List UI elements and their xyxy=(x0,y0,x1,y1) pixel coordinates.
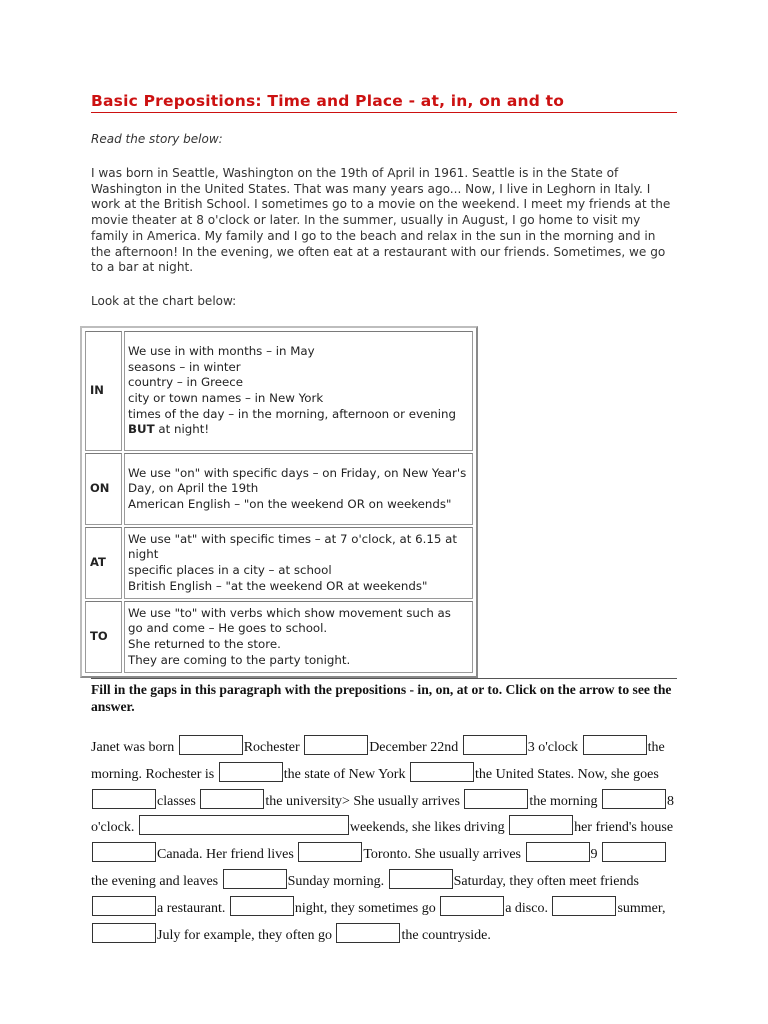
chart-line: specific places in a city – at school xyxy=(128,563,332,577)
exercise-heading: Fill in the gaps in this paragraph with the prepositions - in, on, at or to. Click on the arrow to see the answer. xyxy=(91,678,677,715)
chart-row-to xyxy=(85,601,473,673)
chart-desc-in xyxy=(124,331,473,451)
page-title: Basic Prepositions: Time and Place - at, in, on and to xyxy=(91,92,677,113)
gap-input[interactable] xyxy=(298,842,362,862)
chart-line: country – in Greece xyxy=(128,375,244,390)
chart-line: city or town names – in New York xyxy=(128,391,324,405)
gap-text: the countryside. xyxy=(401,927,491,943)
chart-row-in xyxy=(85,331,473,451)
gap-text: 3 o'clock xyxy=(527,740,582,755)
read-instruction: Read the story below: xyxy=(91,132,223,146)
chart-line: seasons – in winter xyxy=(128,359,241,374)
chart-key-at: AT xyxy=(85,527,122,599)
gap-text: a restaurant. xyxy=(157,900,229,916)
but-emphasis: BUT xyxy=(128,422,155,437)
gap-text: Toronto. She usually arrives xyxy=(363,847,525,863)
chart-intro: Look at the chart below: xyxy=(91,294,237,308)
gap-text: the university> She usually arrives xyxy=(265,793,464,809)
gap-text: Sunday morning. xyxy=(287,873,388,889)
chart-line: times of the day – in the morning, afternoon or evening xyxy=(128,406,456,421)
chart-line: We use "to" with verbs which show movement such as go and come – He goes to school. xyxy=(128,605,451,636)
gap-input[interactable] xyxy=(92,842,156,862)
chart-desc-to xyxy=(124,601,473,673)
gap-text: the United States. Now, she goes xyxy=(474,766,659,782)
gap-text: a disco. xyxy=(505,900,552,916)
gap-input[interactable] xyxy=(139,815,349,835)
gap-text: her friend's house xyxy=(574,820,674,836)
gap-input[interactable] xyxy=(389,869,453,889)
gap-text: summer, xyxy=(617,900,666,916)
gap-input[interactable] xyxy=(602,789,666,809)
gap-text: classes xyxy=(157,793,200,809)
gap-input[interactable] xyxy=(200,789,264,809)
gap-text: night, they sometimes go xyxy=(294,900,440,916)
gap-input[interactable] xyxy=(602,842,666,862)
gap-input[interactable] xyxy=(92,789,156,809)
chart-key-in: IN xyxy=(85,331,122,451)
gap-text: weekends, she likes driving xyxy=(349,820,509,836)
gap-text: July for example, they often go xyxy=(157,927,336,943)
gap-fill-paragraph xyxy=(91,735,681,949)
gap-input[interactable] xyxy=(223,869,287,889)
chart-line: We use "at" with specific times – at 7 o'clock, at 6.15 at night xyxy=(128,531,457,562)
gap-input[interactable] xyxy=(463,735,527,755)
gap-input[interactable] xyxy=(179,735,243,755)
story-paragraph: I was born in Seattle, Washington on the 19th of April in 1961. Seattle is in the State of Washington in the United States. That was many years ago... Now, I live in Leghorn in Italy. I work at the British School. I sometimes go to a movie on the weekend. I meet my friends at the movie theater at 8 o'clock or later. In the summer, usually in August, I go home to visit my family in America. My family and I go to the beach and relax in the sun in the morning and in the afternoon! In the evening, we often eat at a restaurant with our friends. Sometimes, we go to a bar at night. xyxy=(91,166,671,275)
gap-input[interactable] xyxy=(304,735,368,755)
gap-input[interactable] xyxy=(583,735,647,755)
chart-line: We use "on" with specific days – on Friday, on New Year's Day, on April the 19th xyxy=(128,465,467,496)
gap-text: the morning xyxy=(529,793,601,809)
gap-text: December 22nd xyxy=(369,740,462,755)
chart-line: American English – "on the weekend OR on weekends" xyxy=(128,496,452,511)
chart-line: She returned to the store. xyxy=(128,637,281,651)
chart-line-but xyxy=(128,422,469,438)
chart-desc-on xyxy=(124,453,473,525)
prepositions-chart xyxy=(80,326,478,678)
prepositions-table xyxy=(83,329,475,675)
gap-text: the morning. Rochester is xyxy=(91,740,665,782)
chart-line: British English – "at the weekend OR at weekends" xyxy=(128,578,428,593)
gap-text: Janet was born xyxy=(91,740,178,755)
gap-input[interactable] xyxy=(509,815,573,835)
gap-input[interactable] xyxy=(219,762,283,782)
chart-key-to: TO xyxy=(85,601,122,673)
gap-text: the evening and leaves xyxy=(91,873,222,889)
gap-input[interactable] xyxy=(526,842,590,862)
gap-input[interactable] xyxy=(440,896,504,916)
chart-line: We use in with months – in May xyxy=(128,344,315,359)
gap-input[interactable] xyxy=(92,896,156,916)
chart-desc-at xyxy=(124,527,473,599)
chart-row-on xyxy=(85,453,473,525)
gap-text: the state of New York xyxy=(283,766,409,782)
gap-text: Rochester xyxy=(243,740,304,755)
gap-input[interactable] xyxy=(230,896,294,916)
gap-input[interactable] xyxy=(464,789,528,809)
gap-input[interactable] xyxy=(410,762,474,782)
chart-key-on: ON xyxy=(85,453,122,525)
gap-input[interactable] xyxy=(92,923,156,943)
chart-line: They are coming to the party tonight. xyxy=(128,652,351,667)
gap-input[interactable] xyxy=(552,896,616,916)
chart-row-at xyxy=(85,527,473,599)
gap-text: 9 xyxy=(590,847,602,863)
gap-text: Canada. Her friend lives xyxy=(157,847,298,863)
but-rest: at night! xyxy=(154,422,210,437)
gap-text: 8 o'clock. xyxy=(91,793,674,836)
gap-input[interactable] xyxy=(336,923,400,943)
gap-text: Saturday, they often meet friends xyxy=(453,873,639,889)
